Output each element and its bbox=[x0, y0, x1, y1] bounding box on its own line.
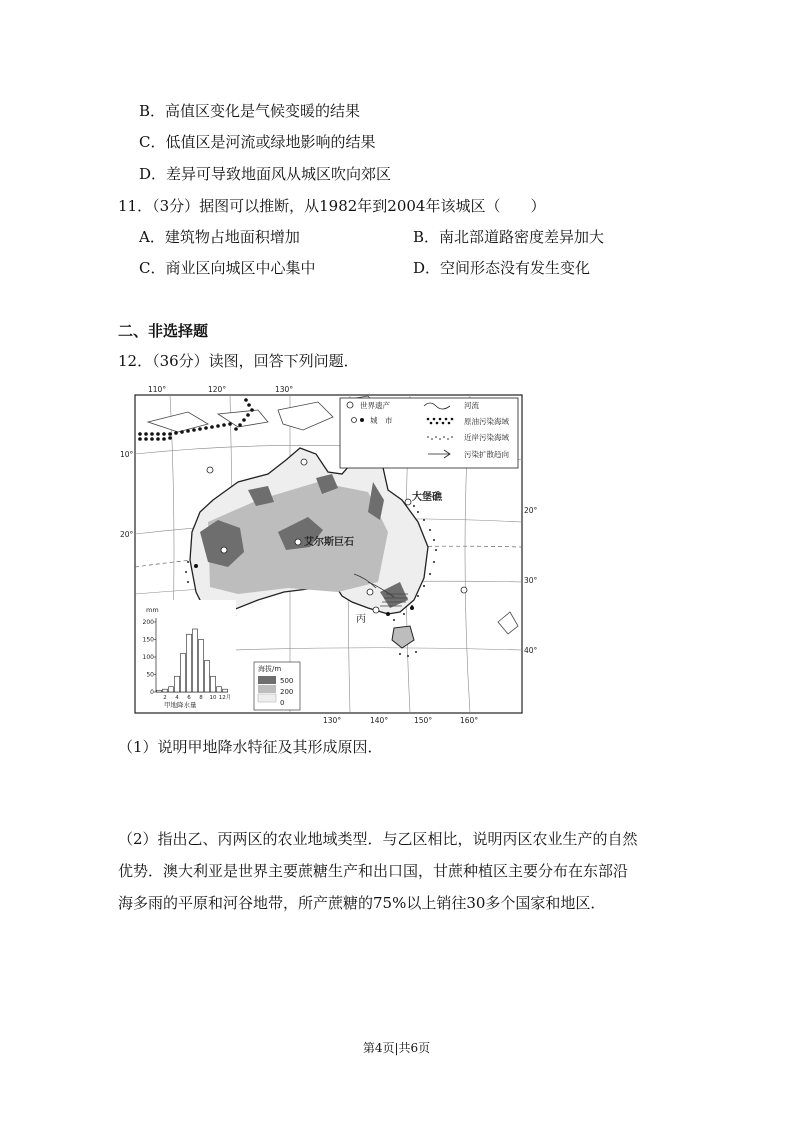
rainfall-bar-5 bbox=[181, 654, 186, 693]
rainfall-bar-8 bbox=[199, 640, 204, 693]
lon-bottom-160: 160° bbox=[460, 716, 479, 725]
q11-option-c: C．商业区向城区中心集中 bbox=[139, 259, 316, 277]
australia-map bbox=[118, 382, 538, 727]
label-bing: 丙 bbox=[356, 614, 366, 625]
q11-option-d: D．空间形态没有发生变化 bbox=[413, 259, 591, 277]
rainfall-bar-6 bbox=[187, 634, 192, 692]
elevation-200: 200 bbox=[280, 688, 294, 696]
lat-right-40: 40° bbox=[524, 646, 538, 655]
rainfall-ytick-200: 200 bbox=[142, 619, 154, 626]
lat-left-20: 20° bbox=[120, 530, 134, 539]
city-dot-legend-icon bbox=[360, 418, 364, 422]
lon-bottom-130: 130° bbox=[323, 716, 342, 725]
rainfall-bar-4 bbox=[175, 676, 180, 692]
lon-bottom-140: 140° bbox=[370, 716, 389, 725]
q11-stem: 11．（3分）据图可以推断，从1982年到2004年该城区（ ） bbox=[118, 197, 546, 215]
rainfall-ytick-100: 100 bbox=[142, 654, 154, 661]
rainfall-bar-7 bbox=[193, 629, 198, 692]
rainfall-xtick-1: 4 bbox=[175, 695, 179, 701]
rainfall-bar-12 bbox=[223, 689, 228, 692]
rainfall-bar-9 bbox=[205, 661, 210, 693]
elevation-0: 0 bbox=[280, 699, 285, 707]
elevation-low-swatch bbox=[258, 694, 276, 702]
q10-option-b: B．高值区变化是气候变暖的结果 bbox=[139, 102, 361, 120]
rainfall-bar-3 bbox=[169, 687, 174, 692]
rainfall-xtick-2: 6 bbox=[187, 695, 191, 701]
elevation-500: 500 bbox=[280, 677, 294, 685]
legend-trend: 污染扩散趋向 bbox=[464, 450, 509, 459]
rainfall-bar-11 bbox=[217, 687, 222, 692]
label-great-barrier-reef: 大堡礁 bbox=[412, 492, 442, 503]
rainfall-chart bbox=[136, 600, 236, 712]
q12-stem: 12．（36分）读图，回答下列问题． bbox=[118, 352, 359, 370]
lat-right-30: 30° bbox=[524, 576, 538, 585]
legend-city: 城 市 bbox=[370, 416, 393, 425]
rainfall-caption: 甲地降水量 bbox=[164, 701, 197, 709]
heritage-legend-icon bbox=[347, 402, 353, 408]
rainfall-bar-10 bbox=[211, 676, 216, 692]
q12-sub2-line1: （2）指出乙、丙两区的农业地域类型．与乙区相比，说明丙区农业生产的自然 bbox=[118, 830, 638, 848]
section-title: 二、非选择题 bbox=[118, 322, 209, 340]
lon-top-120: 120° bbox=[208, 385, 227, 394]
rainfall-ytick-0: 0 bbox=[150, 689, 154, 696]
rainfall-xtick-5: 12月 bbox=[218, 695, 232, 701]
elevation-high-swatch bbox=[258, 676, 276, 684]
legend-coastal: 近岸污染海域 bbox=[464, 433, 509, 442]
rainfall-ytick-50: 50 bbox=[146, 671, 154, 679]
legend-oil: 原油污染海域 bbox=[464, 417, 509, 426]
page-footer: 第4页|共6页 bbox=[362, 1041, 431, 1055]
lat-left-10: 10° bbox=[120, 450, 134, 459]
city-legend-icon bbox=[352, 418, 357, 423]
q12-sub1: （1）说明甲地降水特征及其形成原因． bbox=[118, 738, 383, 756]
rainfall-xtick-4: 10 bbox=[209, 695, 217, 701]
elevation-mid-swatch bbox=[258, 685, 276, 693]
q11-option-a: A．建筑物占地面积增加 bbox=[139, 228, 300, 246]
rainfall-ytick-150: 150 bbox=[142, 636, 154, 644]
rainfall-xtick-0: 2 bbox=[163, 695, 167, 701]
legend-heritage: 世界遗产 bbox=[360, 401, 390, 410]
q12-sub2-line3: 海多雨的平原和河谷地带，所产蔗糖的75%以上销往30多个国家和地区． bbox=[118, 894, 606, 912]
rainfall-bar-1 bbox=[157, 690, 162, 692]
elevation-title: 海拔/m bbox=[258, 665, 282, 673]
q12-sub2-line2: 优势．澳大利亚是世界主要蔗糖生产和出口国，甘蔗种植区主要分布在东部沿 bbox=[118, 862, 629, 880]
label-ayers-rock: 艾尔斯巨石 bbox=[304, 537, 354, 548]
lon-bottom-150: 150° bbox=[414, 716, 433, 725]
q11-option-b: B．南北部道路密度差异加大 bbox=[413, 228, 605, 246]
lon-top-130: 130° bbox=[275, 385, 294, 394]
lat-right-20: 20° bbox=[524, 506, 538, 515]
rainfall-unit: mm bbox=[146, 606, 159, 614]
q10-option-c: C．低值区是河流或绿地影响的结果 bbox=[139, 133, 376, 151]
rainfall-bar-2 bbox=[163, 689, 168, 692]
legend-river: 河流 bbox=[464, 401, 479, 410]
lon-top-110: 110° bbox=[148, 385, 167, 394]
rainfall-xtick-3: 8 bbox=[199, 695, 203, 701]
q10-option-d: D．差异可导致地面风从城区吹向郊区 bbox=[139, 165, 392, 183]
